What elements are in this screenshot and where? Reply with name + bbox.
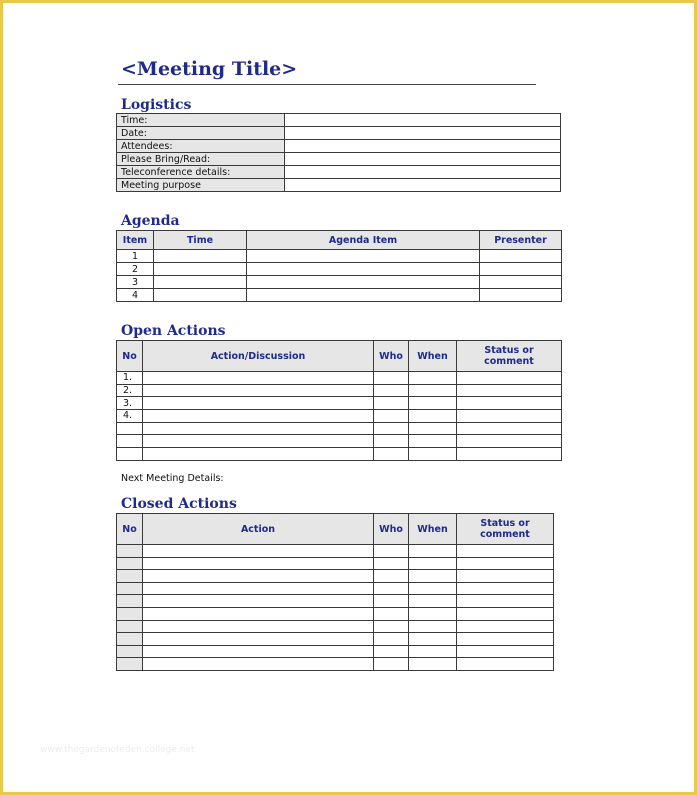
open-action-number: 2.: [117, 384, 143, 397]
open-action-row: [117, 435, 562, 448]
open-action-cell[interactable]: [143, 410, 374, 423]
closed-col-no: No: [117, 514, 143, 545]
open-action-number: [117, 422, 143, 435]
agenda-time-cell[interactable]: [154, 250, 247, 263]
open-when-cell[interactable]: [409, 435, 457, 448]
open-actions-header-row: [117, 341, 562, 372]
open-who-cell[interactable]: [374, 397, 409, 410]
agenda-item-cell[interactable]: [247, 250, 480, 263]
closed-action-row: [117, 633, 554, 646]
closed-when-cell[interactable]: [409, 607, 457, 620]
open-who-cell[interactable]: [374, 372, 409, 385]
logistics-value-field[interactable]: [285, 179, 561, 192]
open-action-row: [117, 372, 562, 385]
next-meeting-label: Next Meeting Details:: [121, 473, 224, 484]
closed-action-cell[interactable]: [143, 658, 374, 671]
closed-action-number: [117, 633, 143, 646]
agenda-time-cell[interactable]: [154, 263, 247, 276]
closed-action-cell[interactable]: [143, 545, 374, 558]
logistics-heading: Logistics: [121, 97, 192, 113]
logistics-row: [117, 114, 561, 127]
closed-col-action: Action: [143, 514, 374, 545]
open-col-who: Who: [374, 341, 409, 372]
agenda-item-number: 2: [117, 263, 154, 276]
closed-actions-header-row: [117, 514, 554, 545]
closed-when-cell[interactable]: [409, 545, 457, 558]
logistics-row: [117, 179, 561, 192]
open-actions-heading: Open Actions: [121, 323, 226, 339]
closed-action-cell[interactable]: [143, 620, 374, 633]
closed-action-number: [117, 545, 143, 558]
closed-action-row: [117, 545, 554, 558]
open-when-cell[interactable]: [409, 410, 457, 423]
open-action-row: [117, 397, 562, 410]
agenda-presenter-cell[interactable]: [480, 250, 562, 263]
open-action-number: 1.: [117, 372, 143, 385]
closed-col-status: Status or comment: [457, 514, 554, 545]
logistics-label: Attendees:: [117, 140, 285, 153]
open-status-cell[interactable]: [457, 384, 562, 397]
closed-action-row: [117, 557, 554, 570]
closed-who-cell[interactable]: [374, 557, 409, 570]
open-who-cell[interactable]: [374, 410, 409, 423]
closed-when-cell[interactable]: [409, 620, 457, 633]
logistics-label: Please Bring/Read:: [117, 153, 285, 166]
closed-action-cell[interactable]: [143, 595, 374, 608]
agenda-row: [117, 250, 562, 263]
closed-actions-table: [116, 513, 554, 671]
closed-when-cell[interactable]: [409, 658, 457, 671]
agenda-col-time: Time: [154, 231, 247, 250]
closed-actions-heading: Closed Actions: [121, 496, 237, 512]
open-when-cell[interactable]: [409, 448, 457, 461]
title-underline: [118, 84, 536, 85]
closed-when-cell[interactable]: [409, 633, 457, 646]
open-action-row: [117, 384, 562, 397]
open-action-cell[interactable]: [143, 448, 374, 461]
agenda-row: [117, 289, 562, 302]
meeting-title: <Meeting Title>: [121, 58, 298, 80]
agenda-heading: Agenda: [121, 213, 180, 229]
agenda-col-item: Item: [117, 231, 154, 250]
closed-who-cell[interactable]: [374, 545, 409, 558]
closed-action-row: [117, 582, 554, 595]
closed-status-cell[interactable]: [457, 545, 554, 558]
agenda-item-number: 1: [117, 250, 154, 263]
open-status-cell[interactable]: [457, 435, 562, 448]
closed-action-row: [117, 645, 554, 658]
logistics-table: [116, 113, 561, 192]
open-who-cell[interactable]: [374, 448, 409, 461]
agenda-time-cell[interactable]: [154, 276, 247, 289]
closed-status-cell[interactable]: [457, 633, 554, 646]
logistics-label: Teleconference details:: [117, 166, 285, 179]
open-when-cell[interactable]: [409, 397, 457, 410]
open-action-cell[interactable]: [143, 397, 374, 410]
open-actions-table: [116, 340, 562, 461]
logistics-row: [117, 140, 561, 153]
open-action-row: [117, 448, 562, 461]
open-when-cell[interactable]: [409, 384, 457, 397]
agenda-presenter-cell[interactable]: [480, 263, 562, 276]
closed-status-cell[interactable]: [457, 595, 554, 608]
closed-status-cell[interactable]: [457, 645, 554, 658]
closed-status-cell[interactable]: [457, 570, 554, 583]
closed-when-cell[interactable]: [409, 595, 457, 608]
closed-status-cell[interactable]: [457, 607, 554, 620]
open-status-cell[interactable]: [457, 422, 562, 435]
agenda-item-number: 4: [117, 289, 154, 302]
agenda-col-agenda-item: Agenda Item: [247, 231, 480, 250]
open-col-status: Status or comment: [457, 341, 562, 372]
closed-status-cell[interactable]: [457, 582, 554, 595]
closed-status-cell[interactable]: [457, 658, 554, 671]
logistics-value-field[interactable]: [285, 153, 561, 166]
closed-who-cell[interactable]: [374, 645, 409, 658]
closed-who-cell[interactable]: [374, 570, 409, 583]
agenda-item-cell[interactable]: [247, 263, 480, 276]
agenda-presenter-cell[interactable]: [480, 276, 562, 289]
closed-action-row: [117, 658, 554, 671]
open-action-cell[interactable]: [143, 372, 374, 385]
closed-when-cell[interactable]: [409, 557, 457, 570]
logistics-label: Date:: [117, 127, 285, 140]
open-col-no: No: [117, 341, 143, 372]
closed-action-cell[interactable]: [143, 607, 374, 620]
logistics-value-field[interactable]: [285, 140, 561, 153]
closed-action-row: [117, 607, 554, 620]
watermark: www.thegardenofeden.college.net: [40, 745, 195, 755]
open-status-cell[interactable]: [457, 448, 562, 461]
logistics-row: [117, 127, 561, 140]
open-status-cell[interactable]: [457, 410, 562, 423]
closed-when-cell[interactable]: [409, 570, 457, 583]
open-action-number: 4.: [117, 410, 143, 423]
closed-status-cell[interactable]: [457, 557, 554, 570]
closed-action-row: [117, 620, 554, 633]
open-who-cell[interactable]: [374, 384, 409, 397]
open-action-number: [117, 435, 143, 448]
closed-action-number: [117, 557, 143, 570]
closed-who-cell[interactable]: [374, 582, 409, 595]
open-col-action: Action/Discussion: [143, 341, 374, 372]
agenda-presenter-cell[interactable]: [480, 289, 562, 302]
open-status-cell[interactable]: [457, 372, 562, 385]
logistics-value-field[interactable]: [285, 127, 561, 140]
open-action-row: [117, 410, 562, 423]
closed-when-cell[interactable]: [409, 582, 457, 595]
closed-col-who: Who: [374, 514, 409, 545]
logistics-value-field[interactable]: [285, 166, 561, 179]
open-action-cell[interactable]: [143, 435, 374, 448]
closed-action-cell[interactable]: [143, 645, 374, 658]
open-action-number: [117, 448, 143, 461]
open-action-number: 3.: [117, 397, 143, 410]
open-col-when: When: [409, 341, 457, 372]
closed-status-cell[interactable]: [457, 620, 554, 633]
agenda-item-cell[interactable]: [247, 289, 480, 302]
closed-action-number: [117, 595, 143, 608]
closed-who-cell[interactable]: [374, 633, 409, 646]
open-action-cell[interactable]: [143, 384, 374, 397]
closed-when-cell[interactable]: [409, 645, 457, 658]
closed-action-number: [117, 607, 143, 620]
agenda-table: [116, 230, 562, 302]
closed-who-cell[interactable]: [374, 595, 409, 608]
closed-who-cell[interactable]: [374, 620, 409, 633]
closed-who-cell[interactable]: [374, 607, 409, 620]
open-who-cell[interactable]: [374, 422, 409, 435]
open-who-cell[interactable]: [374, 435, 409, 448]
open-action-row: [117, 422, 562, 435]
agenda-col-presenter: Presenter: [480, 231, 562, 250]
agenda-row: [117, 276, 562, 289]
agenda-time-cell[interactable]: [154, 289, 247, 302]
agenda-item-cell[interactable]: [247, 276, 480, 289]
closed-action-row: [117, 570, 554, 583]
closed-who-cell[interactable]: [374, 658, 409, 671]
open-action-cell[interactable]: [143, 422, 374, 435]
closed-action-number: [117, 570, 143, 583]
open-when-cell[interactable]: [409, 422, 457, 435]
closed-action-number: [117, 582, 143, 595]
closed-action-cell[interactable]: [143, 633, 374, 646]
closed-col-when: When: [409, 514, 457, 545]
logistics-row: [117, 166, 561, 179]
closed-action-cell[interactable]: [143, 570, 374, 583]
agenda-item-number: 3: [117, 276, 154, 289]
agenda-row: [117, 263, 562, 276]
closed-action-number: [117, 645, 143, 658]
closed-action-cell[interactable]: [143, 582, 374, 595]
logistics-label: Time:: [117, 114, 285, 127]
open-status-cell[interactable]: [457, 397, 562, 410]
logistics-label: Meeting purpose: [117, 179, 285, 192]
agenda-header-row: [117, 231, 562, 250]
closed-action-cell[interactable]: [143, 557, 374, 570]
open-when-cell[interactable]: [409, 372, 457, 385]
closed-action-row: [117, 595, 554, 608]
closed-action-number: [117, 658, 143, 671]
closed-action-number: [117, 620, 143, 633]
logistics-value-field[interactable]: [285, 114, 561, 127]
logistics-row: [117, 153, 561, 166]
